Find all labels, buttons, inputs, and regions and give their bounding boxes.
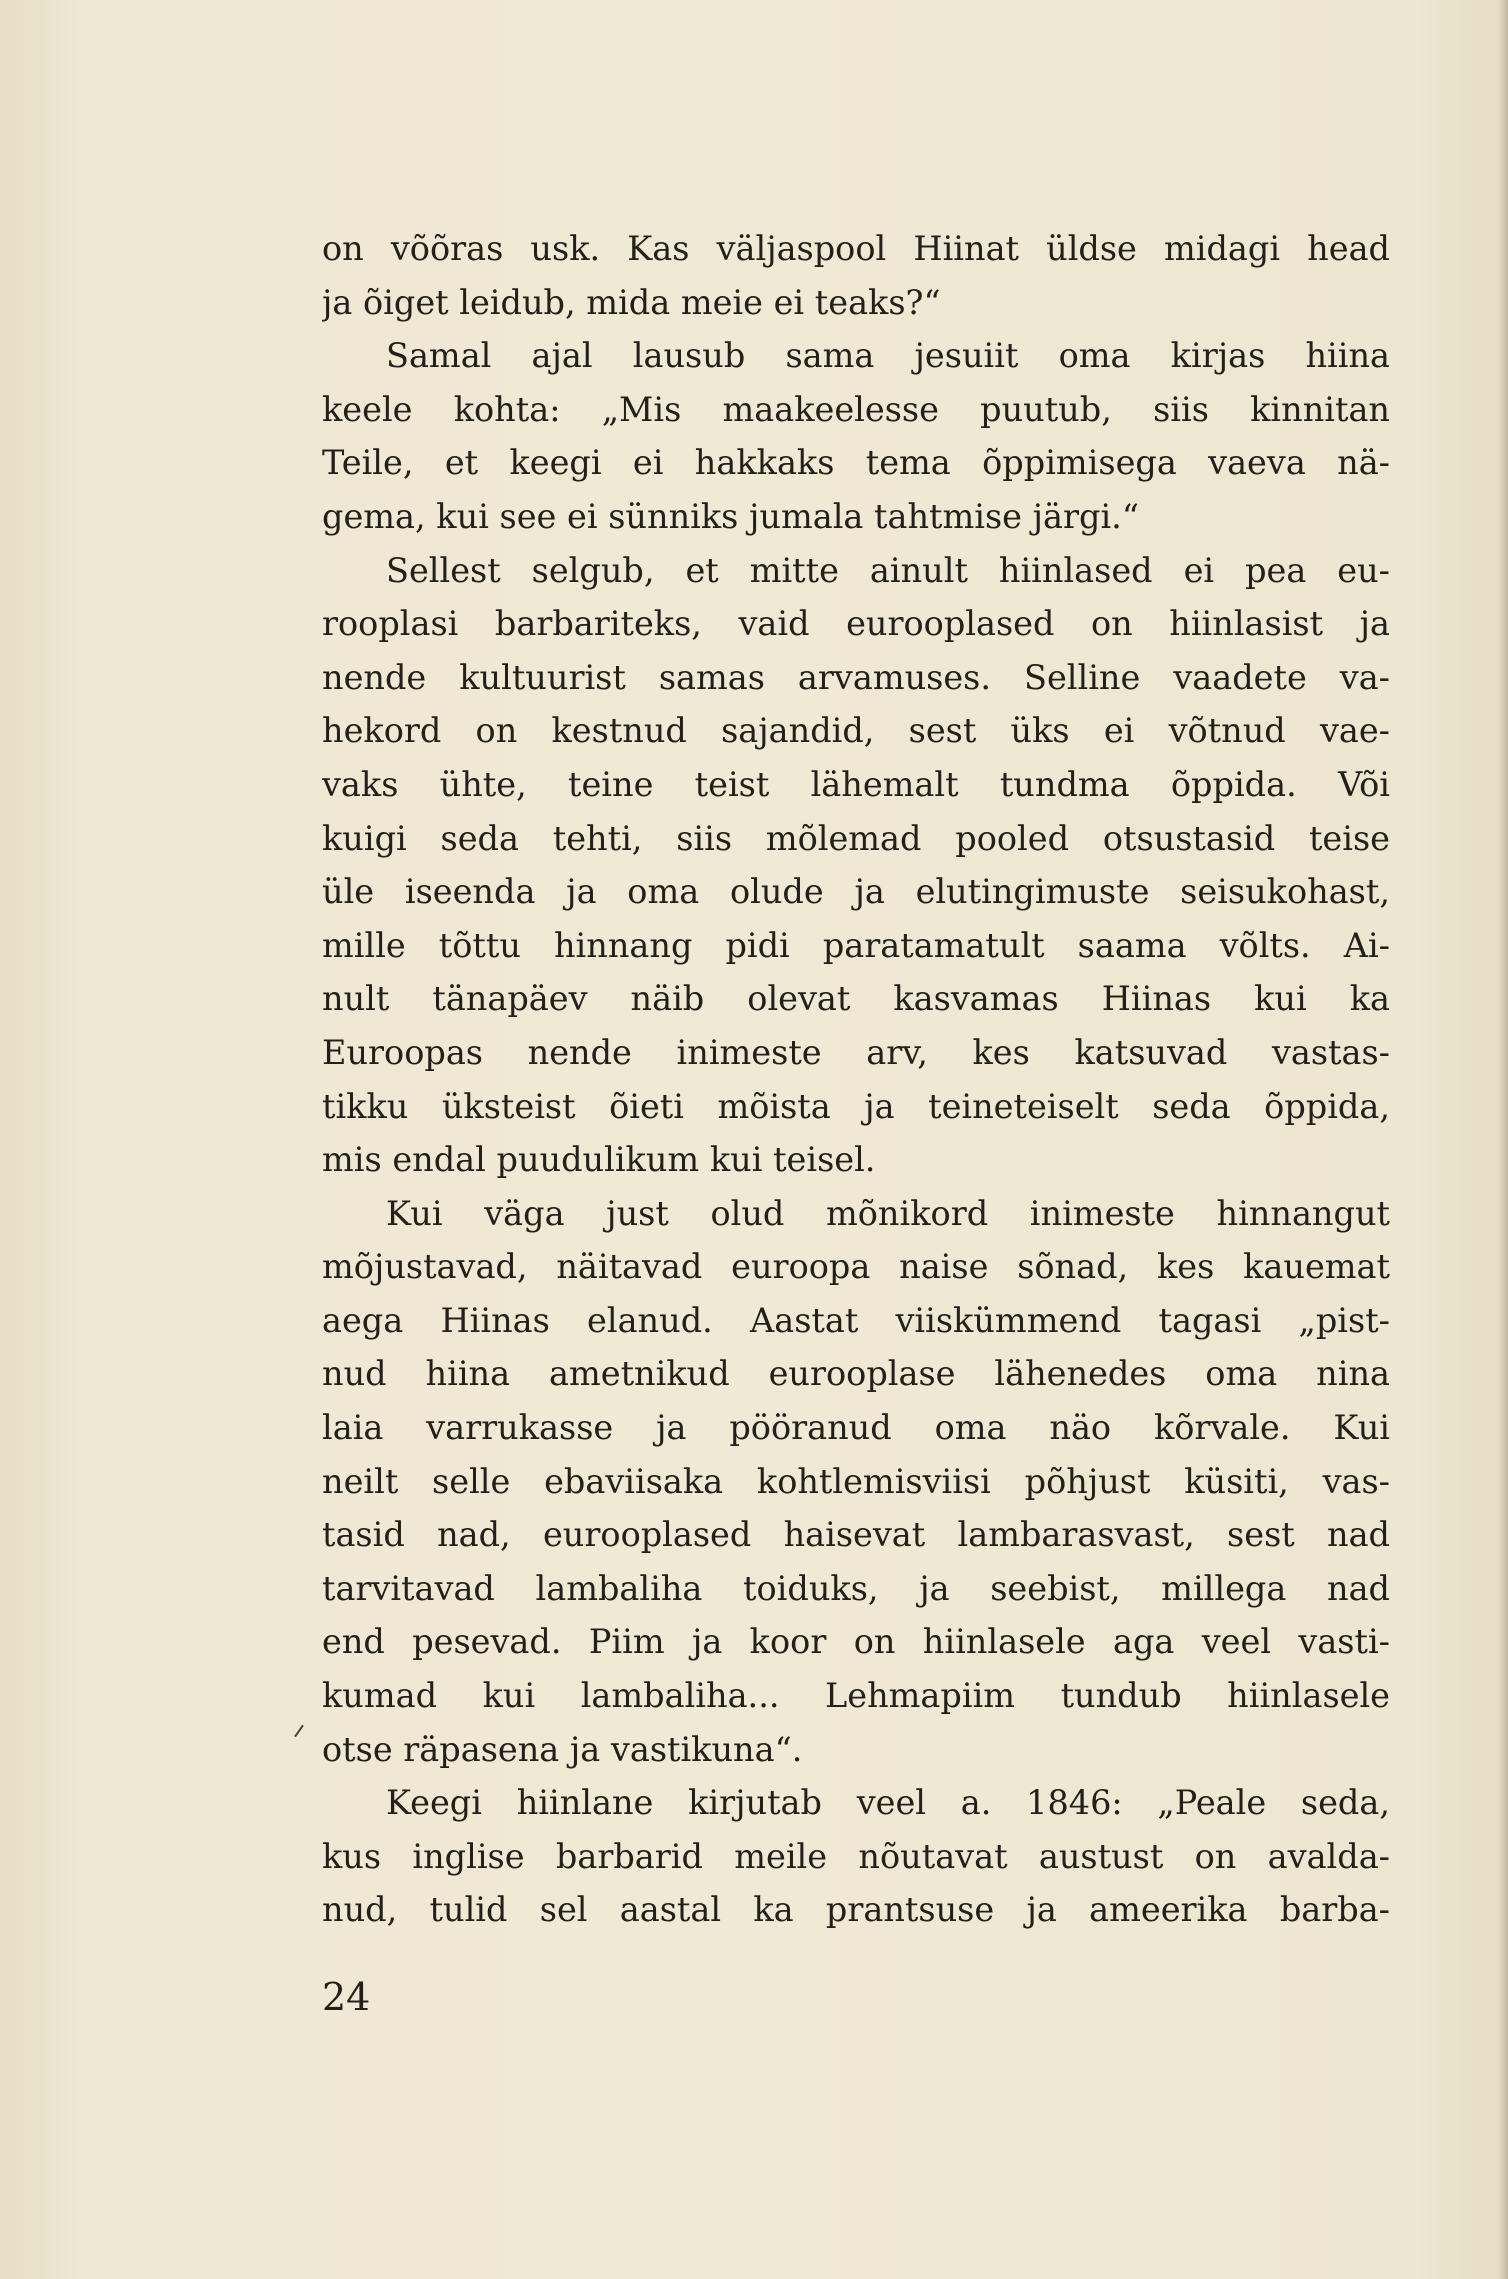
text-line: nult tänapäev näib olevat kasvamas Hiinas kui ka: [322, 979, 1390, 1019]
text-line: Keegi hiinlane kirjutab veel a. 1846: „Peale seda,: [386, 1783, 1390, 1823]
text-line: nende kultuurist samas arvamuses. Selline vaadete va-: [322, 657, 1390, 697]
text-line: aega Hiinas elanud. Aastat viiskümmend tagasi „pist-: [322, 1300, 1390, 1340]
text-line: Teile, et keegi ei hakkaks tema õppimisega vaeva nä-: [322, 443, 1390, 483]
text-line: ja õiget leidub, mida meie ei teaks?“: [322, 282, 941, 322]
text-line: keele kohta: „Mis maakeelesse puutub, siis kinnitan: [322, 389, 1390, 429]
text-line: gema, kui see ei sünniks jumala tahtmise järgi.“: [322, 496, 1139, 536]
text-line: rooplasi barbariteks, vaid eurooplased on hiinlasist ja: [322, 604, 1390, 644]
text-line: hekord on kestnud sajandid, sest üks ei võtnud vae-: [322, 711, 1390, 751]
text-line: nud, tulid sel aastal ka prantsuse ja ameerika barba-: [322, 1890, 1390, 1930]
text-line: on võõras usk. Kas väljaspool Hiinat üldse midagi head: [322, 229, 1390, 268]
text-line: vaks ühte, teine teist lähemalt tundma õppida. Või: [322, 764, 1390, 804]
text-line: tarvitavad lambaliha toiduks, ja seebist, millega nad: [322, 1568, 1390, 1608]
text-line: end pesevad. Piim ja koor on hiinlasele aga veel vasti-: [322, 1622, 1390, 1662]
text-line: otse räpasena ja vastikuna“.: [322, 1729, 803, 1769]
body-text: [322, 222, 1390, 1937]
text-line: mille tõttu hinnang pidi paratamatult saama võlts. Ai-: [322, 925, 1390, 965]
text-line: kuigi seda tehti, siis mõlemad pooled otsustasid teise: [322, 818, 1390, 858]
text-line: neilt selle ebaviisaka kohtlemisviisi põhjust küsiti, vas-: [322, 1461, 1390, 1501]
text-line: laia varrukasse ja pööranud oma näo kõrvale. Kui: [322, 1408, 1390, 1448]
text-line: Kui väga just olud mõnikord inimeste hinnangut: [386, 1193, 1390, 1233]
text-line: Euroopas nende inimeste arv, kes katsuvad vastas-: [322, 1032, 1390, 1072]
text-line: mõjustavad, näitavad euroopa naise sõnad, kes kauemat: [322, 1247, 1390, 1287]
text-line: mis endal puudulikum kui teisel.: [322, 1140, 876, 1180]
text-line: üle iseenda ja oma olude ja elutingimuste seisukohast,: [322, 872, 1390, 912]
text-line: tikku üksteist õieti mõista ja teineteiselt seda õppida,: [322, 1086, 1390, 1126]
text-line: Samal ajal lausub sama jesuiit oma kirjas hiina: [386, 336, 1390, 376]
pencil-mark-icon: [294, 1725, 304, 1738]
text-line: Sellest selgub, et mitte ainult hiinlased ei pea eu-: [386, 550, 1390, 590]
text-line: tasid nad, eurooplased haisevat lambarasvast, sest nad: [322, 1515, 1390, 1555]
text-line: kumad kui lambaliha... Lehmapiim tundub hiinlasele: [322, 1676, 1390, 1716]
text-line: nud hiina ametnikud eurooplase lähenedes oma nina: [322, 1354, 1390, 1394]
page-number: 24: [322, 1975, 371, 2019]
text-line: kus inglise barbarid meile nõutavat austust on avalda-: [322, 1836, 1390, 1876]
